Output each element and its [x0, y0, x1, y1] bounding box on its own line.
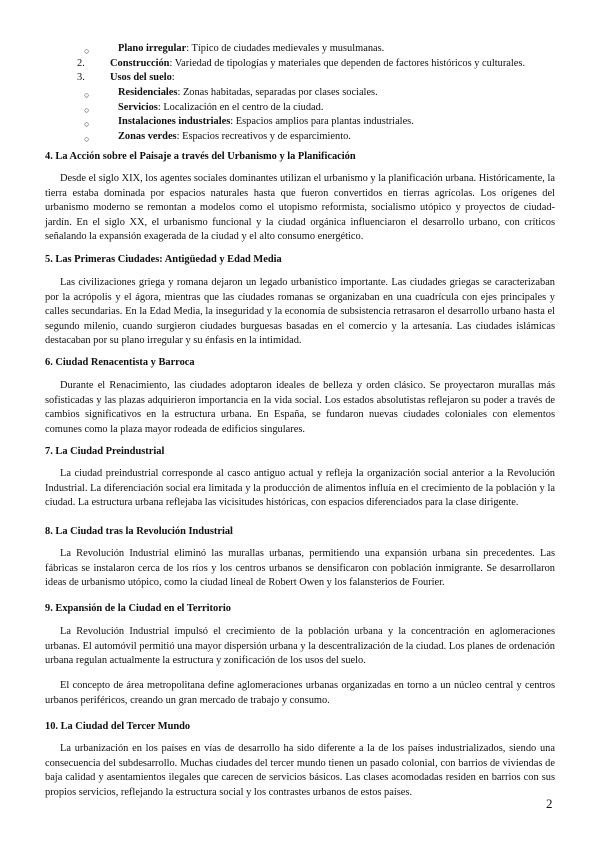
- list-text: : Espacios recreativos y de esparcimiento.: [176, 131, 351, 142]
- section-heading: 8. La Ciudad tras la Revolución Industrial: [45, 526, 233, 537]
- section-heading: 6. Ciudad Renacentista y Barroca: [45, 357, 195, 368]
- section-paragraph: La urbanización en los países en vías de desarrollo ha sido diferente a la de los países industrializados, siendo una consecuencia del subdesarrollo. Muchas ciudades del tercer mundo tienen un pasado colonial, con barrios de viviendas de baja calidad y asentamientos ilegales que carecen de servicios básicos. Las clases acomodadas residen en barrios con sus propios servicios, reflejando la estructura social y los contrastes urbanos de estos países.: [45, 743, 555, 798]
- list-term: Servicios: [118, 102, 158, 113]
- list-term: Usos del suelo: [110, 72, 172, 83]
- section-paragraph: Desde el siglo XIX, los agentes sociales dominantes utilizan el urbanismo y la planificación urbana. Históricamente, la tierra estaba dominada por espacios naturales hasta que fueron convertidos en tierras agrícolas. Los orígenes del urbanismo moderno se remontan a modelos como el utopismo reformista, socialismo utópico y proyectos de ciudad-jardín. En el siglo XX, el urbanismo funcional y la ciudad orgánica influenciaron el desarrollo urbano, con críticos señalando la expansión exagerada de la ciudad y el alto consumo energético.: [45, 173, 555, 243]
- list-marker: ○: [84, 105, 90, 115]
- section-heading: 4. La Acción sobre el Paisaje a través del Urbanismo y la Planificación: [45, 151, 356, 162]
- list-marker: 3.: [77, 72, 85, 83]
- section-paragraph: La Revolución Industrial eliminó las murallas urbanas, permitiendo una expansión urbana sin precedentes. Las fábricas se instalaron cerca de los ríos y los centros urbanos se densificaron con población inmigrante. Se desarrollaron ideas de urbanismo utópico, como la ciudad lineal de Robert Owen y los falansterios de Fourier.: [45, 548, 555, 589]
- section-paragraph: Las civilizaciones griega y romana dejaron un legado urbanístico importante. Las ciudades griegas se caracterizaban por la acrópolis y el ágora, mientras que las ciudades romanas se organizaban en una cuadrícula con ejes principales y calles secundarias. En la Edad Media, la inseguridad y la economía de subsistencia retrasaron el desarrollo urbano hasta el segundo milenio, cuando surgieron ciudades burguesas basadas en el comercio y la artesanía. Las ciudades islámicas destacaban por su plano irregular y su énfasis en la intimidad.: [45, 277, 555, 347]
- section-paragraph: La Revolución Industrial impulsó el crecimiento de la población urbana y la concentración en aglomeraciones urbanas. El automóvil permitió una mayor dispersión urbana y la descentralización de la ciudad. Los planes de ordenación urbana regulan actualmente la estructura y zonificación de los usos del suelo.: [45, 626, 555, 667]
- page-number: 2: [546, 796, 553, 811]
- section-paragraph: El concepto de área metropolitana define aglomeraciones urbanas organizadas en torno a un núcleo central y centros urbanos periféricos, creando un gran mercado de trabajo y consumo.: [45, 680, 555, 706]
- section-heading: 7. La Ciudad Preindustrial: [45, 446, 165, 457]
- list-text: :: [171, 72, 175, 83]
- list-text: : Espacios amplios para plantas industriales.: [230, 116, 414, 127]
- list-marker: ○: [84, 119, 90, 129]
- list-text: : Variedad de tipologías y materiales que dependen de factores históricos y culturales.: [169, 58, 526, 69]
- section-paragraph: La ciudad preindustrial corresponde al casco antiguo actual y refleja la organización social anterior a la Revolución Industrial. La diferenciación social era limitada y la producción de alimentos influía en el crecimiento de la población y la ciudad. La estructura urbana reflejaba las vicisitudes históricas, con espacios diferenciados para la clase dirigente.: [45, 468, 555, 509]
- list-term: Instalaciones industriales: [118, 116, 231, 127]
- list-text: : Localización en el centro de la ciudad.: [157, 102, 324, 113]
- list-marker: 2.: [77, 58, 85, 69]
- list-term: Construcción: [110, 58, 170, 69]
- section-heading: 9. Expansión de la Ciudad en el Territorio: [45, 603, 231, 614]
- list-term: Zonas verdes: [118, 131, 177, 142]
- list-marker: ○: [84, 46, 90, 56]
- section-heading: 10. La Ciudad del Tercer Mundo: [45, 721, 191, 732]
- list-text: : Típico de ciudades medievales y musulmanas.: [186, 43, 385, 54]
- list-term: Residenciales: [118, 87, 178, 98]
- list-marker: ○: [84, 90, 90, 100]
- section-heading: 5. Las Primeras Ciudades: Antigüedad y Edad Media: [45, 254, 282, 265]
- list-marker: ○: [84, 134, 90, 144]
- section-paragraph: Durante el Renacimiento, las ciudades adoptaron ideales de belleza y orden clásico. Se proyectaron murallas más sofisticadas y las plazas adquirieron importancia en la vida social. Los estados absolutistas reflejaron su poder a través de cambios significativos en la estructura urbana. En España, se fundaron nuevas ciudades coloniales con elementos comunes como la plaza mayor rodeada de edificios singulares.: [45, 380, 555, 435]
- list-text: : Zonas habitadas, separadas por clases sociales.: [177, 87, 378, 98]
- list-term: Plano irregular: [118, 43, 187, 54]
